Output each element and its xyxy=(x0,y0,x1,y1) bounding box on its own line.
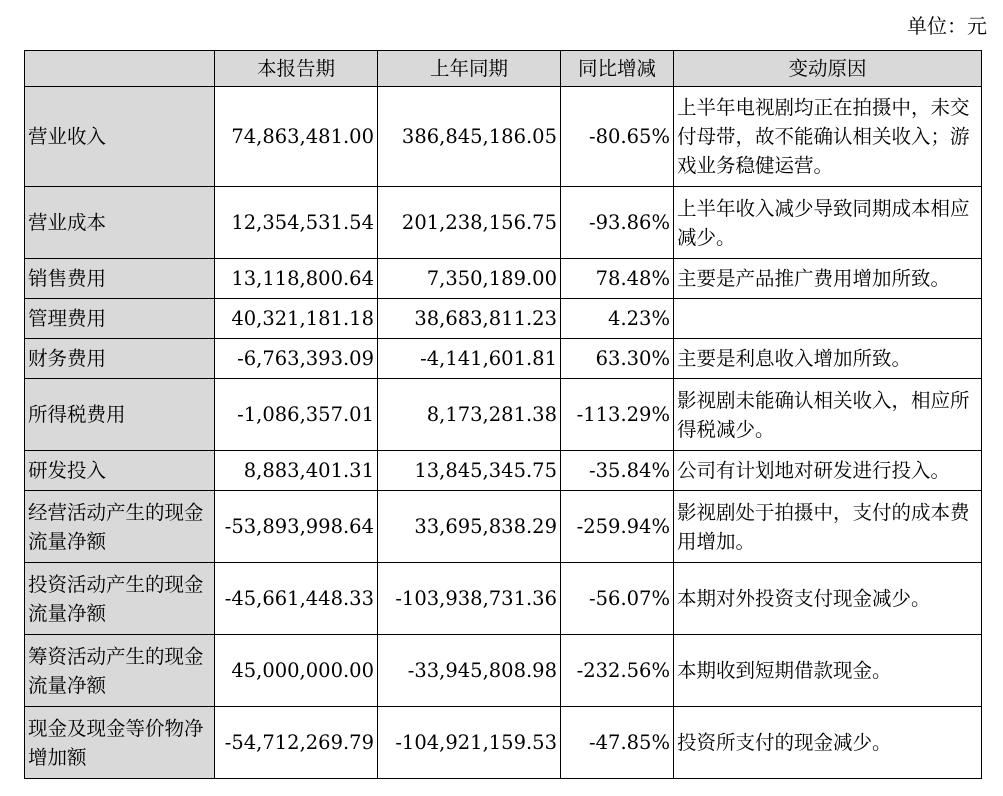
table-row xyxy=(25,87,982,187)
row-item-label: 销售费用 xyxy=(25,259,215,299)
change-reason xyxy=(674,299,982,339)
row-item-label: 研发投入 xyxy=(25,451,215,491)
current-period-value: 12,354,531.54 xyxy=(215,187,378,259)
table-row xyxy=(25,187,982,259)
current-period-value: 45,000,000.00 xyxy=(215,635,378,707)
prior-period-value: 13,845,345.75 xyxy=(378,451,561,491)
yoy-change-value: 63.30% xyxy=(561,339,674,379)
prior-period-value: 8,173,281.38 xyxy=(378,379,561,451)
yoy-change-value: -35.84% xyxy=(561,451,674,491)
header-current-period: 本报告期 xyxy=(215,51,378,87)
current-period-value: -45,661,448.33 xyxy=(215,563,378,635)
prior-period-value: -33,945,808.98 xyxy=(378,635,561,707)
current-period-value: -6,763,393.09 xyxy=(215,339,378,379)
change-reason: 本期对外投资支付现金减少。 xyxy=(674,563,982,635)
table-row xyxy=(25,491,982,563)
prior-period-value: 33,695,838.29 xyxy=(378,491,561,563)
yoy-change-value: -93.86% xyxy=(561,187,674,259)
table-row xyxy=(25,451,982,491)
row-item-label: 投资活动产生的现金流量净额 xyxy=(25,563,215,635)
row-item-label: 现金及现金等价物净增加额 xyxy=(25,707,215,779)
change-reason: 影视剧处于拍摄中，支付的成本费用增加。 xyxy=(674,491,982,563)
table-row xyxy=(25,339,982,379)
prior-period-value: -4,141,601.81 xyxy=(378,339,561,379)
yoy-change-value: -232.56% xyxy=(561,635,674,707)
table-row xyxy=(25,707,982,779)
financial-comparison-table xyxy=(24,50,982,779)
unit-label: 单位：元 xyxy=(907,14,987,38)
change-reason: 公司有计划地对研发进行投入。 xyxy=(674,451,982,491)
row-item-label: 财务费用 xyxy=(25,339,215,379)
prior-period-value: 7,350,189.00 xyxy=(378,259,561,299)
prior-period-value: 386,845,186.05 xyxy=(378,87,561,187)
row-item-label: 营业收入 xyxy=(25,87,215,187)
row-item-label: 所得税费用 xyxy=(25,379,215,451)
yoy-change-value: 78.48% xyxy=(561,259,674,299)
row-item-label: 筹资活动产生的现金流量净额 xyxy=(25,635,215,707)
table-row xyxy=(25,563,982,635)
header-item xyxy=(25,51,215,87)
row-item-label: 经营活动产生的现金流量净额 xyxy=(25,491,215,563)
current-period-value: 8,883,401.31 xyxy=(215,451,378,491)
change-reason: 主要是产品推广费用增加所致。 xyxy=(674,259,982,299)
prior-period-value: 201,238,156.75 xyxy=(378,187,561,259)
change-reason: 影视剧未能确认相关收入，相应所得税减少。 xyxy=(674,379,982,451)
table-row xyxy=(25,635,982,707)
yoy-change-value: -80.65% xyxy=(561,87,674,187)
change-reason: 本期收到短期借款现金。 xyxy=(674,635,982,707)
prior-period-value: -103,938,731.36 xyxy=(378,563,561,635)
table-row xyxy=(25,299,982,339)
row-item-label: 营业成本 xyxy=(25,187,215,259)
header-yoy-change: 同比增减 xyxy=(561,51,674,87)
change-reason: 投资所支付的现金减少。 xyxy=(674,707,982,779)
prior-period-value: 38,683,811.23 xyxy=(378,299,561,339)
row-item-label: 管理费用 xyxy=(25,299,215,339)
change-reason: 上半年电视剧均正在拍摄中，未交付母带，故不能确认相关收入；游戏业务稳健运营。 xyxy=(674,87,982,187)
change-reason: 主要是利息收入增加所致。 xyxy=(674,339,982,379)
current-period-value: 74,863,481.00 xyxy=(215,87,378,187)
current-period-value: 40,321,181.18 xyxy=(215,299,378,339)
change-reason: 上半年收入减少导致同期成本相应减少。 xyxy=(674,187,982,259)
yoy-change-value: -56.07% xyxy=(561,563,674,635)
yoy-change-value: -259.94% xyxy=(561,491,674,563)
current-period-value: -53,893,998.64 xyxy=(215,491,378,563)
yoy-change-value: 4.23% xyxy=(561,299,674,339)
current-period-value: -54,712,269.79 xyxy=(215,707,378,779)
header-reason: 变动原因 xyxy=(674,51,982,87)
current-period-value: 13,118,800.64 xyxy=(215,259,378,299)
prior-period-value: -104,921,159.53 xyxy=(378,707,561,779)
table-row xyxy=(25,379,982,451)
table-header-row xyxy=(25,51,982,87)
yoy-change-value: -113.29% xyxy=(561,379,674,451)
yoy-change-value: -47.85% xyxy=(561,707,674,779)
header-prior-period: 上年同期 xyxy=(378,51,561,87)
table-row xyxy=(25,259,982,299)
current-period-value: -1,086,357.01 xyxy=(215,379,378,451)
